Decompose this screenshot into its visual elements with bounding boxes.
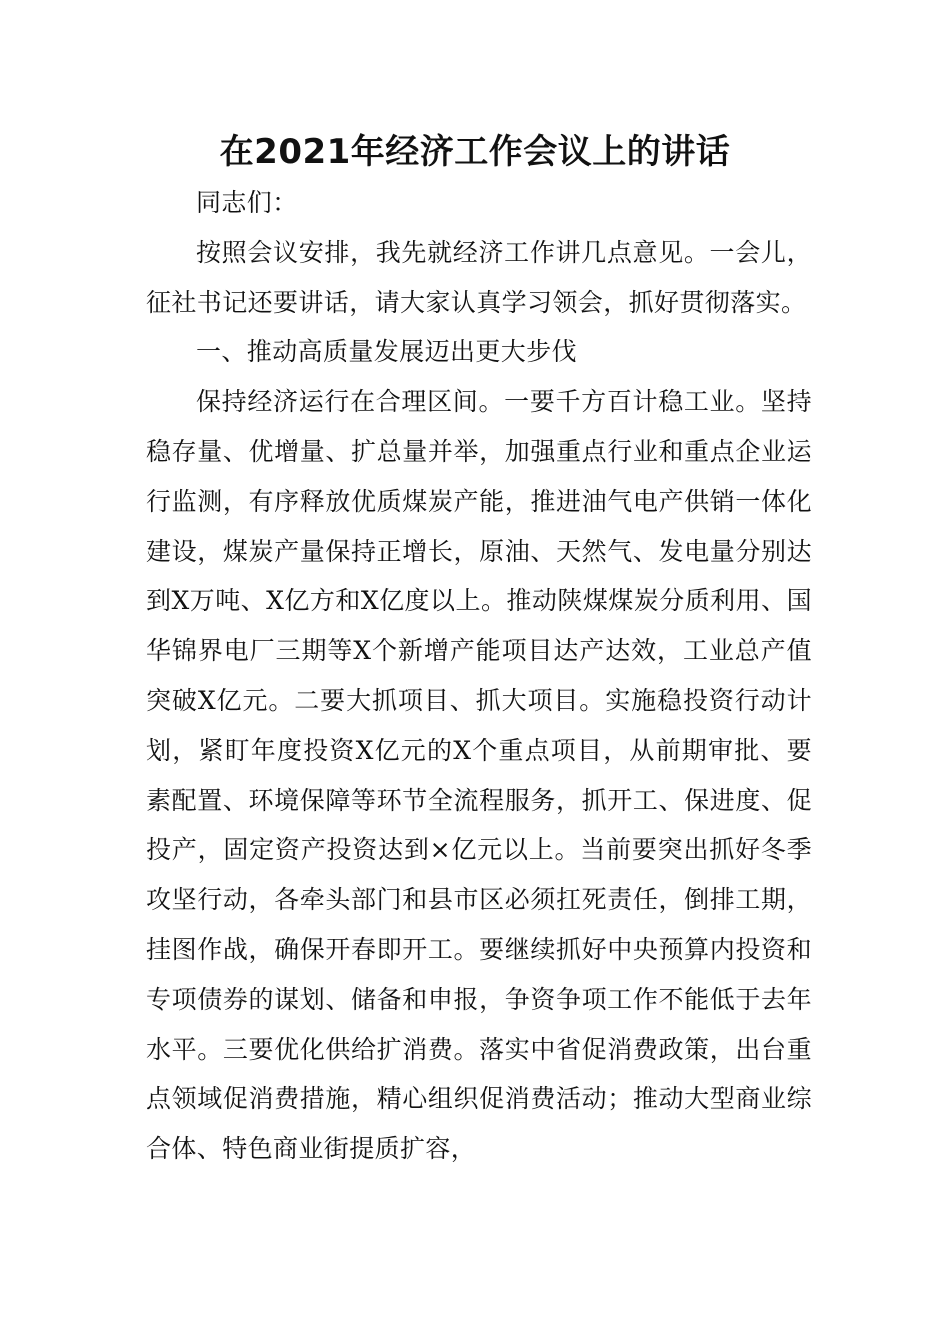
- section-heading: 一、推动高质量发展迈出更大步伐: [196, 337, 578, 367]
- section-paragraph: 保持经济运行在合理区间。一要千方百计稳工业。坚持稳存量、优增量、扩总量并举，加强重点行业和重点企业运行监测，有序释放优质煤炭产能，推进油气电产供销一体化建设，煤炭产量保持正增长，原油、天然气、发电量分别达到X万吨、X亿方和X亿度以上。推动陕煤煤炭分质利用、国华锦界电厂三期等X个新增产能项目达产达效，工业总产值突破X亿元。二要大抓项目、抓大项目。实施稳投资行动计划，紧盯年度投资X亿元的X个重点项目，从前期审批、要素配置、环境保障等环节全流程服务，抓开工、保进度、促投产，固定资产投资达到×亿元以上。当前要突出抓好冬季攻坚行动，各牵头部门和县市区必须扛死责任，倒排工期，挂图作战，确保开春即开工。要继续抓好中央预算内投资和专项债券的谋划、储备和申报，争资争项工作不能低于去年水平。三要优化供给扩消费。落实中省促消费政策，出台重点领域促消费措施，精心组织促消费活动；推动大型商业综合体、特色商业街提质扩容，: [146, 387, 812, 1164]
- salutation: 同志们：: [196, 188, 298, 217]
- document-body: [146, 178, 812, 1174]
- intro-paragraph: 按照会议安排，我先就经济工作讲几点意见。一会儿，征社书记还要讲话，请大家认真学习领会，抓好贯彻落实。: [146, 237, 812, 317]
- document-title: 在2021年经济工作会议上的讲话: [219, 132, 731, 172]
